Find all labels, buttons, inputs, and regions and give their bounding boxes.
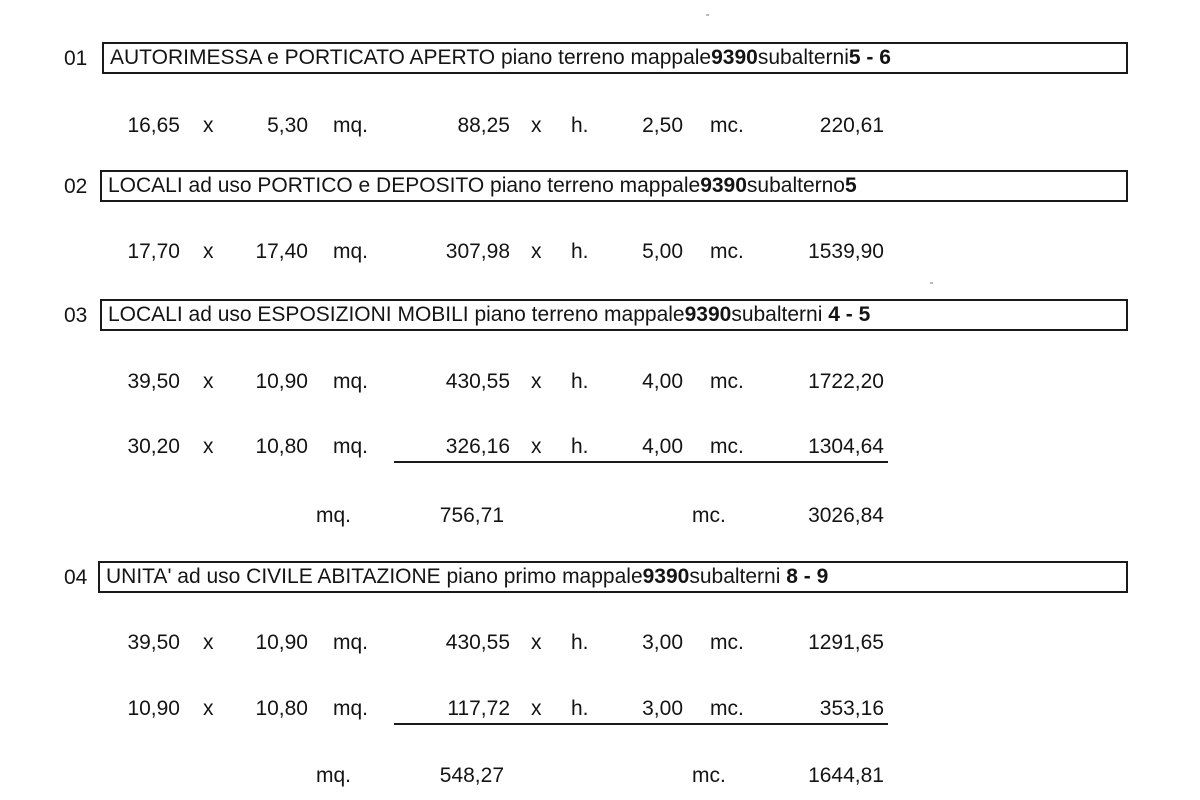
section-03-header [100, 299, 1128, 331]
area-value: 326,16 [445, 435, 510, 458]
section-02-number: 02 [64, 175, 88, 198]
volume-value: 1291,65 [808, 631, 884, 654]
section-04-title-text: UNITA' ad uso CIVILE ABITAZIONE piano primo mappale [106, 565, 643, 588]
section-01-title-text: AUTORIMESSA e PORTICATO APERTO piano terreno mappale [110, 46, 712, 69]
subtotal-rule [394, 461, 888, 463]
section-03-sub-label: subalterni [731, 303, 823, 326]
width-value: 17,40 [255, 240, 308, 263]
section-04-mappale: 9390 [642, 565, 690, 588]
width-value: 5,30 [267, 114, 308, 137]
area-value: 430,55 [445, 370, 510, 393]
width-value: 10,90 [255, 370, 308, 393]
volume-value: 1304,64 [808, 435, 884, 458]
section-04-header [98, 561, 1128, 593]
total-volume-value: 1644,81 [808, 764, 884, 787]
area-value: 88,25 [457, 114, 510, 137]
times-sign: x [531, 240, 542, 263]
total-unit-volume: mc. [692, 504, 726, 527]
volume-value: 1722,20 [808, 370, 884, 393]
unit-volume: mc. [710, 114, 744, 137]
unit-area: mq. [333, 435, 369, 458]
length-value: 39,50 [127, 370, 180, 393]
total-area-value: 548,27 [439, 764, 504, 787]
times-sign: x [531, 631, 542, 654]
length-value: 39,50 [127, 631, 180, 654]
subtotal-rule [394, 723, 888, 725]
width-value: 10,90 [255, 631, 308, 654]
section-03-title-text: LOCALI ad uso ESPOSIZIONI MOBILI piano terreno mappale [108, 303, 685, 326]
total-unit-area: mq. [316, 504, 352, 527]
section-04-subalterni: 8 - 9 [786, 565, 829, 588]
height-value: 4,00 [642, 435, 683, 458]
height-value: 3,00 [642, 697, 683, 720]
volume-value: 353,16 [819, 697, 884, 720]
height-label: h. [571, 240, 589, 263]
scan-speck [930, 282, 933, 284]
times-sign: x [203, 631, 214, 654]
section-04-number: 04 [64, 566, 88, 589]
section-01-sub-label: subalterni [757, 46, 849, 69]
section-01-subalterni: 5 - 6 [848, 46, 891, 69]
times-sign: x [531, 697, 542, 720]
height-label: h. [571, 435, 589, 458]
height-value: 4,00 [642, 370, 683, 393]
total-unit-volume: mc. [692, 764, 726, 787]
volume-value: 220,61 [819, 114, 884, 137]
section-02-title-text: LOCALI ad uso PORTICO e DEPOSITO piano terreno mappale [108, 174, 701, 197]
section-02-mappale: 9390 [700, 174, 747, 197]
unit-volume: mc. [710, 240, 744, 263]
unit-area: mq. [333, 697, 369, 720]
unit-volume: mc. [710, 631, 744, 654]
height-value: 5,00 [642, 240, 683, 263]
times-sign: x [531, 114, 542, 137]
section-03-subalterni: 4 - 5 [828, 303, 871, 326]
unit-area: mq. [333, 240, 369, 263]
volume-value: 1539,90 [808, 240, 884, 263]
height-label: h. [571, 697, 589, 720]
section-02-sub-label: subalterno [746, 174, 845, 197]
scan-speck [706, 14, 709, 16]
section-03-mappale: 9390 [684, 303, 732, 326]
height-value: 2,50 [642, 114, 683, 137]
area-value: 430,55 [445, 631, 510, 654]
unit-area: mq. [333, 370, 369, 393]
unit-volume: mc. [710, 370, 744, 393]
times-sign: x [531, 435, 542, 458]
height-label: h. [571, 114, 589, 137]
section-04-sub-label: subalterni [689, 565, 781, 588]
section-01-header [102, 42, 1128, 74]
unit-volume: mc. [710, 697, 744, 720]
length-value: 10,90 [127, 697, 180, 720]
unit-volume: mc. [710, 435, 744, 458]
width-value: 10,80 [255, 697, 308, 720]
total-area-value: 756,71 [439, 504, 504, 527]
times-sign: x [203, 697, 214, 720]
width-value: 10,80 [255, 435, 308, 458]
section-03-number: 03 [64, 304, 88, 327]
height-value: 3,00 [642, 631, 683, 654]
unit-area: mq. [333, 114, 369, 137]
section-01-number: 01 [64, 47, 88, 70]
times-sign: x [203, 370, 214, 393]
times-sign: x [203, 435, 214, 458]
section-02-subalterni: 5 [844, 174, 857, 197]
section-01-mappale: 9390 [711, 46, 758, 69]
height-label: h. [571, 370, 589, 393]
length-value: 16,65 [127, 114, 180, 137]
section-02-header [100, 170, 1128, 202]
total-volume-value: 3026,84 [808, 504, 884, 527]
length-value: 17,70 [127, 240, 180, 263]
total-unit-area: mq. [316, 764, 352, 787]
length-value: 30,20 [127, 435, 180, 458]
height-label: h. [571, 631, 589, 654]
area-value: 117,72 [447, 697, 510, 720]
times-sign: x [531, 370, 542, 393]
times-sign: x [203, 114, 214, 137]
area-value: 307,98 [445, 240, 510, 263]
times-sign: x [203, 240, 214, 263]
unit-area: mq. [333, 631, 369, 654]
